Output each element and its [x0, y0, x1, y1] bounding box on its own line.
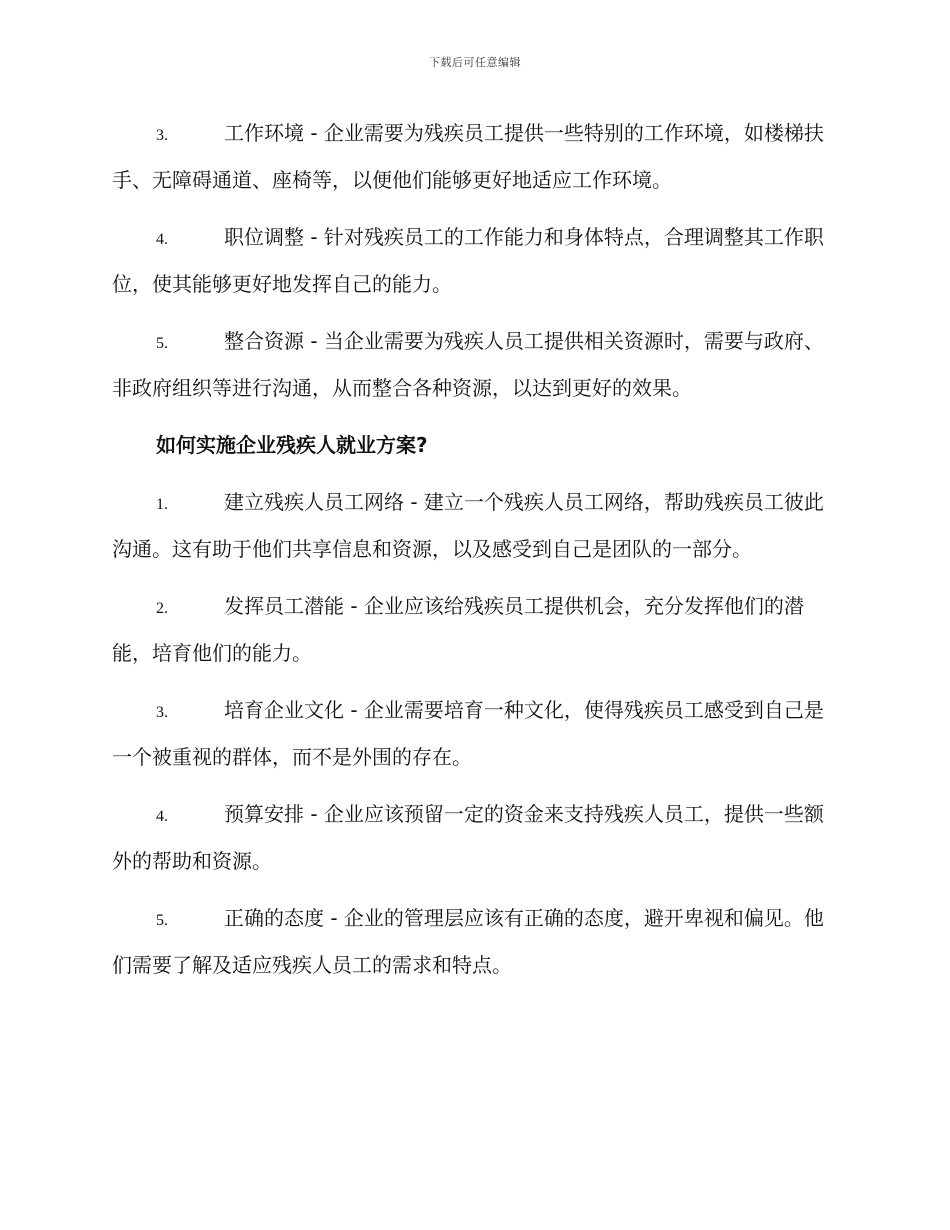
list-text: 发挥员工潜能 - 企业应该给残疾员工提供机会，充分发挥他们的潜能，培育他们的能力。 — [112, 594, 804, 665]
list-item — [112, 319, 832, 411]
list-item — [112, 688, 832, 780]
list-item — [112, 215, 832, 307]
document-body — [112, 111, 832, 1000]
list-text: 预算安排 - 企业应该预留一定的资金来支持残疾人员工，提供一些额外的帮助和资源。 — [112, 802, 824, 873]
list-number: 4. — [156, 231, 168, 248]
list-text: 整合资源 - 当企业需要为残疾人员工提供相关资源时，需要与政府、非政府组织等进行沟通，从而整合各种资源，以达到更好的效果。 — [112, 329, 824, 400]
list-item — [112, 792, 832, 884]
list-number: 5. — [156, 912, 168, 929]
list-number: 5. — [156, 335, 168, 352]
list-number: 3. — [156, 704, 168, 721]
list-text: 工作环境 - 企业需要为残疾员工提供一些特别的工作环境，如楼梯扶手、无障碍通道、座椅等，以便他们能够更好地适应工作环境。 — [112, 121, 824, 192]
list-number: 2. — [156, 600, 168, 617]
list-item — [112, 111, 832, 203]
list-item — [112, 896, 832, 988]
list-number: 3. — [156, 127, 168, 144]
page-header: 下载后可任意编辑 — [429, 56, 521, 69]
list-number: 1. — [156, 496, 168, 513]
list-text: 培育企业文化 - 企业需要培育一种文化，使得残疾员工感受到自己是一个被重视的群体，而不是外围的存在。 — [112, 698, 824, 769]
list-item — [112, 480, 832, 572]
list-number: 4. — [156, 808, 168, 825]
section-heading: 如何实施企业残疾人就业方案? — [156, 433, 428, 457]
list-item — [112, 584, 832, 676]
list-text: 建立残疾人员工网络 - 建立一个残疾人员工网络，帮助残疾员工彼此沟通。这有助于他们共享信息和资源，以及感受到自己是团队的一部分。 — [112, 490, 824, 561]
list-text: 职位调整 - 针对残疾员工的工作能力和身体特点，合理调整其工作职位，使其能够更好地发挥自己的能力。 — [112, 225, 824, 296]
list-text: 正确的态度 - 企业的管理层应该有正确的态度，避开卑视和偏见。他们需要了解及适应残疾人员工的需求和特点。 — [112, 906, 824, 977]
